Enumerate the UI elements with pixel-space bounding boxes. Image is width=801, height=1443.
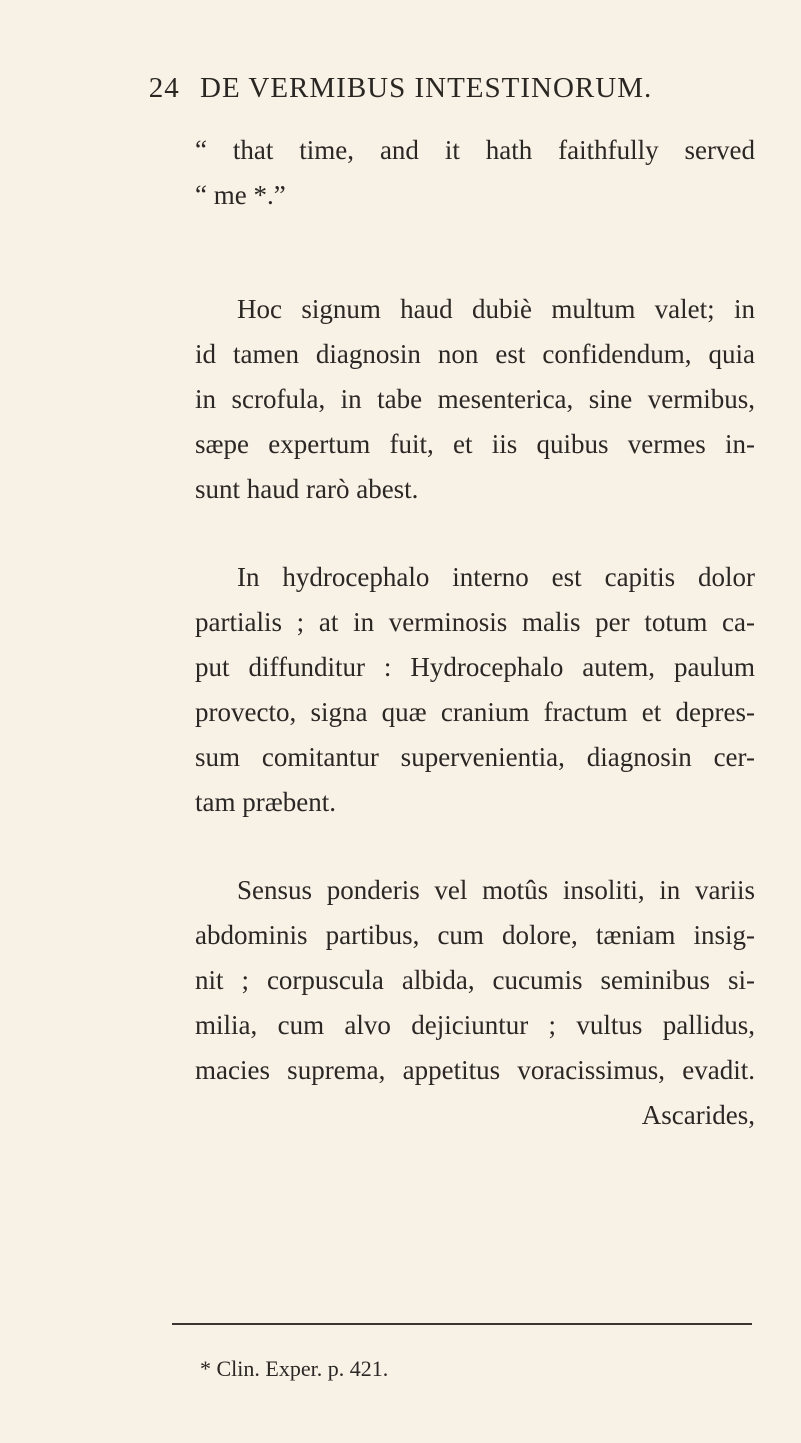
text-line: sunt haud rarò abest. (195, 474, 419, 504)
text-line: abdominis partibus, cum dolore, tæniam insig- (195, 920, 755, 950)
text-line: nit ; corpuscula albida, cucumis seminibus si- (195, 965, 755, 995)
catchword: Ascarides, (641, 1100, 755, 1130)
paragraph-hydrocephalo (195, 555, 755, 825)
text-line: Hoc signum haud dubiè multum valet; in (237, 294, 755, 324)
text-line: “ me *.” (195, 180, 286, 210)
text-line: milia, cum alvo dejiciuntur ; vultus pallidus, (195, 1010, 755, 1040)
text-line: Sensus ponderis vel motûs insoliti, in variis (237, 875, 755, 905)
text-line: macies suprema, appetitus voracissimus, evadit. (195, 1055, 755, 1085)
paragraph-sensus-ponderis (195, 868, 755, 1138)
footnote-rule (172, 1323, 752, 1325)
text-line: provecto, signa quæ cranium fractum et depres- (195, 697, 755, 727)
text-line: id tamen diagnosin non est confidendum, quia (195, 339, 755, 369)
footnote: * Clin. Exper. p. 421. (200, 1356, 389, 1381)
text-line: in scrofula, in tabe mesenterica, sine vermibus, (195, 384, 755, 414)
text-line: tam præbent. (195, 787, 336, 817)
text-line: In hydrocephalo interno est capitis dolor (237, 562, 755, 592)
text-line: partialis ; at in verminosis malis per totum ca- (195, 607, 755, 637)
quote-continuation (195, 128, 755, 218)
text-line: sæpe expertum fuit, et iis quibus vermes in- (195, 429, 755, 459)
page-number: 24 (148, 72, 180, 104)
paragraph-hoc-signum (195, 287, 755, 512)
text-line: sum comitantur supervenientia, diagnosin cer- (195, 742, 755, 772)
running-header (0, 72, 801, 105)
running-title: DE VERMIBUS INTESTINORUM. (200, 72, 653, 104)
text-line: put diffunditur : Hydrocephalo autem, paulum (195, 652, 755, 682)
text-line: “ that time, and it hath faithfully served (195, 135, 755, 165)
